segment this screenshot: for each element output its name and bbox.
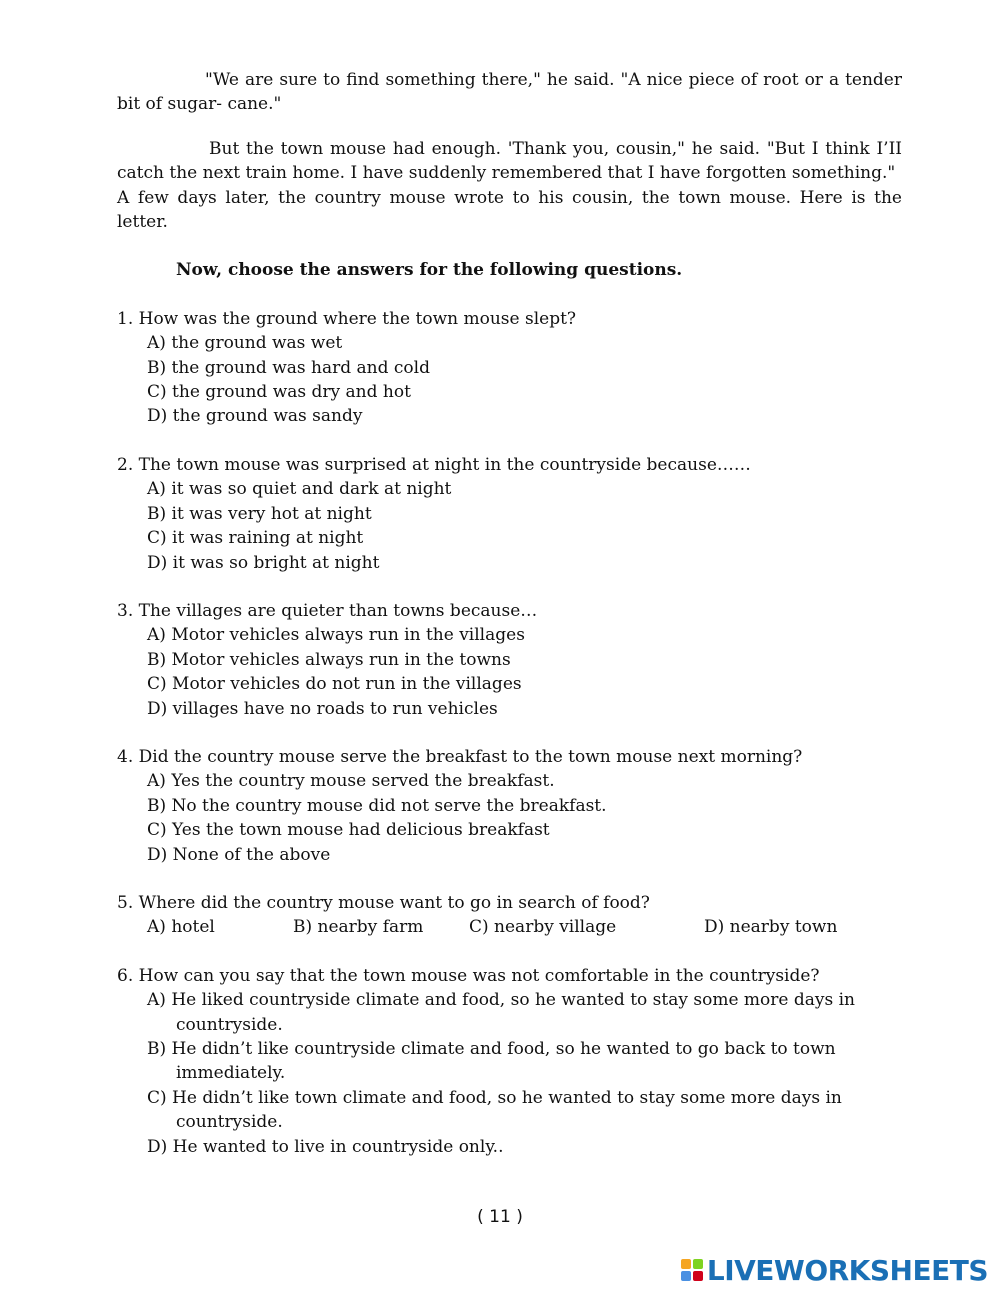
- answer-option-b[interactable]: B) nearby farm: [293, 917, 424, 938]
- logo-tile: [681, 1271, 691, 1281]
- question-4: [117, 745, 902, 867]
- question-5: [117, 891, 902, 940]
- answer-option-c[interactable]: C) the ground was dry and hot: [147, 382, 411, 403]
- answer-option-a[interactable]: A) the ground was wet: [147, 333, 343, 354]
- story-paragraph-1: "We are sure to find something there," he said. "A nice piece of root or a tender bit of sugar- cane.": [117, 70, 902, 115]
- answer-option-a[interactable]: A) hotel: [147, 917, 215, 938]
- answer-option-c[interactable]: C) nearby village: [469, 917, 617, 938]
- answer-option-a[interactable]: A) it was so quiet and dark at night: [147, 479, 452, 500]
- answer-options: [147, 915, 902, 939]
- answer-option-c[interactable]: C) Motor vehicles do not run in the villages: [147, 674, 522, 695]
- question-stem: 1. How was the ground where the town mouse slept?: [117, 308, 577, 329]
- question-stem: 6. How can you say that the town mouse was not comfortable in the countryside?: [117, 965, 820, 986]
- answer-option-a[interactable]: A) Yes the country mouse served the breakfast.: [147, 771, 555, 792]
- worksheet-page: [117, 68, 902, 1159]
- liveworksheets-brand: [681, 1254, 988, 1286]
- answer-option-a[interactable]: A) Motor vehicles always run in the villages: [147, 625, 525, 646]
- liveworksheets-logo-icon: [681, 1259, 703, 1281]
- story-paragraph-2: But the town mouse had enough. 'Thank you, cousin," he said. "But I think I’II catch the next train home. I have suddenly remembered that I have forgotten something.": [117, 138, 902, 184]
- answer-option-a[interactable]: A) He liked countryside climate and food, so he wanted to stay some more days in countryside.: [147, 990, 855, 1035]
- answer-options: [147, 988, 902, 1159]
- question-stem: 2. The town mouse was surprised at night in the countryside because……: [117, 454, 751, 475]
- answer-option-d[interactable]: D) it was so bright at night: [147, 552, 380, 573]
- answer-option-d[interactable]: D) the ground was sandy: [147, 406, 363, 427]
- answer-option-d[interactable]: D) villages have no roads to run vehicles: [147, 698, 498, 719]
- answer-option-d[interactable]: D) None of the above: [147, 844, 331, 865]
- answer-option-d[interactable]: D) nearby town: [704, 917, 838, 938]
- answer-option-d[interactable]: D) He wanted to live in countryside only..: [147, 1136, 504, 1157]
- answer-option-b[interactable]: B) the ground was hard and cold: [147, 357, 430, 378]
- answer-option-c[interactable]: C) Yes the town mouse had delicious breakfast: [147, 820, 550, 841]
- question-3: [117, 599, 902, 721]
- answer-options: [147, 769, 902, 867]
- question-stem: 5. Where did the country mouse want to go in search of food?: [117, 892, 650, 913]
- answer-option-b[interactable]: B) No the country mouse did not serve the breakfast.: [147, 795, 607, 816]
- answer-options: [147, 331, 902, 429]
- logo-tile: [681, 1259, 691, 1269]
- question-stem: 4. Did the country mouse serve the breakfast to the town mouse next morning?: [117, 746, 803, 767]
- answer-option-c[interactable]: C) it was raining at night: [147, 528, 364, 549]
- question-6: [117, 964, 902, 1159]
- page-number: ( 11 ): [477, 1207, 523, 1227]
- answer-option-c[interactable]: C) He didn’t like town climate and food, so he wanted to stay some more days in countryside.: [147, 1087, 842, 1133]
- answer-options: [147, 623, 902, 721]
- answer-options: [147, 477, 902, 575]
- question-2: [117, 453, 902, 575]
- instructions-heading: Now, choose the answers for the following questions.: [176, 260, 683, 281]
- question-1: [117, 307, 902, 429]
- answer-option-b[interactable]: B) it was very hot at night: [147, 503, 372, 524]
- answer-option-b[interactable]: B) Motor vehicles always run in the towns: [147, 649, 511, 670]
- logo-tile: [693, 1259, 703, 1269]
- question-stem: 3. The villages are quieter than towns because…: [117, 600, 538, 621]
- logo-tile: [693, 1271, 703, 1281]
- answer-option-b[interactable]: B) He didn’t like countryside climate and food, so he wanted to go back to town immediately.: [147, 1038, 836, 1084]
- story-paragraph-3: A few days later, the country mouse wrote to his cousin, the town mouse. Here is the letter.: [117, 187, 902, 233]
- brand-wordmark: LIVEWORKSHEETS: [706, 1253, 988, 1287]
